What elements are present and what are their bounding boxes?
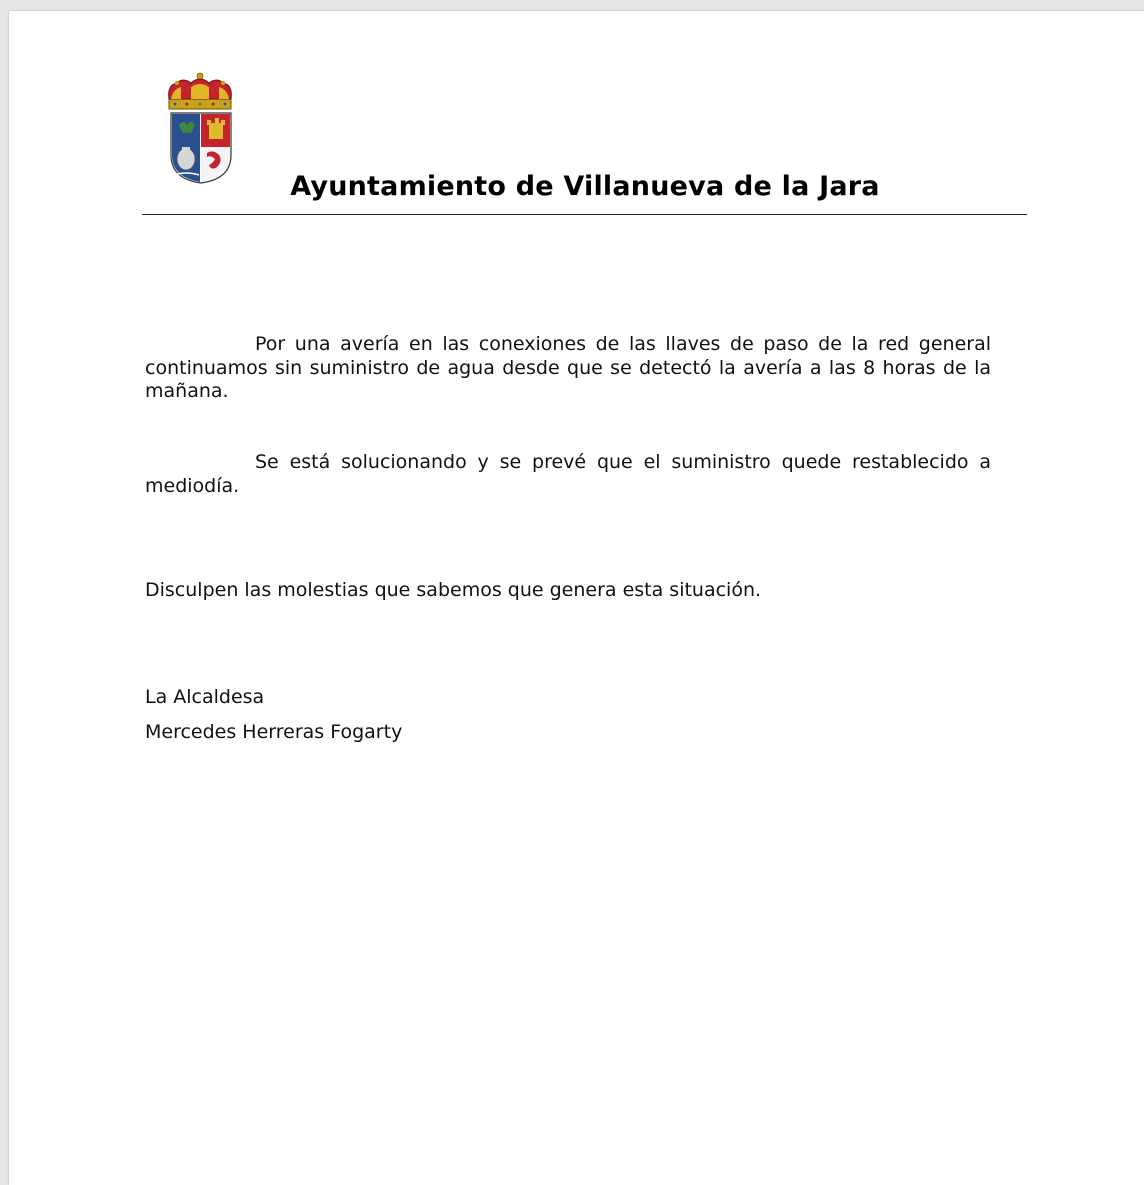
paragraph-outage-notice: Por una avería en las conexiones de las llaves de paso de la red general continuamos sin suministro de agua desde que se detectó la avería a las 8 horas de la mañana. <box>145 333 991 402</box>
paragraph-apology: Disculpen las molestias que sabemos que genera esta situación. <box>145 579 762 601</box>
crown-icon <box>169 73 232 109</box>
document-page <box>9 11 1144 1185</box>
signature-role: La Alcaldesa <box>145 686 265 708</box>
paragraph-repair-status: Se está solucionando y se prevé que el suministro quede restablecido a mediodía. <box>145 451 991 497</box>
coat-of-arms-logo <box>161 67 239 185</box>
header-divider <box>142 214 1027 215</box>
signature-name: Mercedes Herreras Fogarty <box>145 721 403 743</box>
page-title: Ayuntamiento de Villanueva de la Jara <box>290 171 880 202</box>
